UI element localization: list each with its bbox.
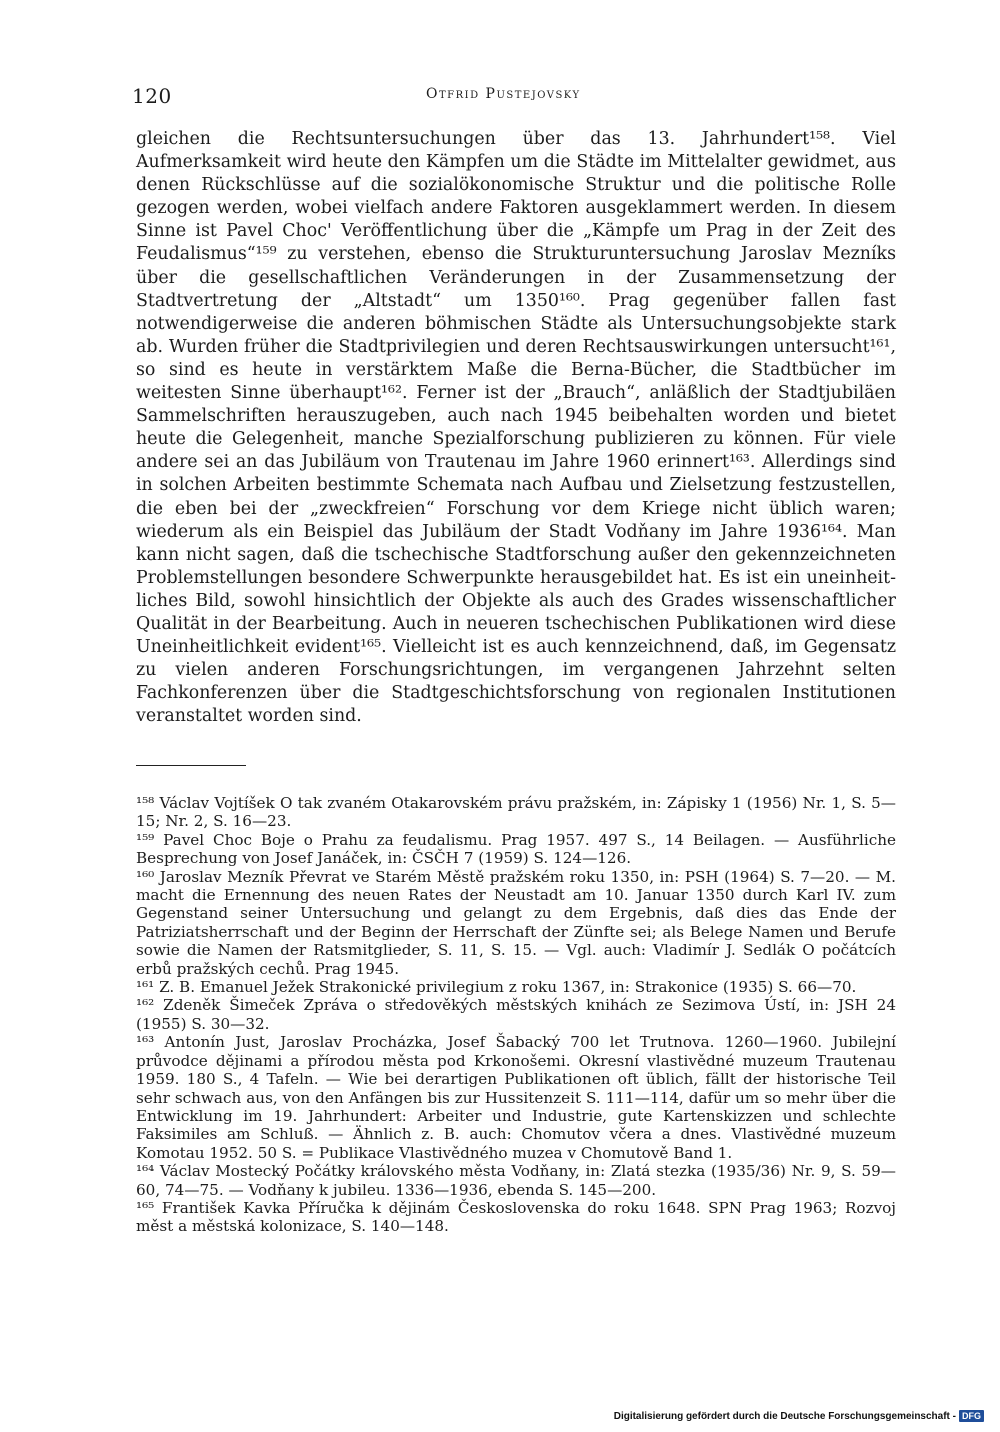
- footnote-161: ¹⁶¹ Z. B. Emanuel Ježek Strakonické privilegium z roku 1367, in: Strakonice (1935) S. 66—70.: [136, 978, 857, 997]
- dfg-logo: DFG: [959, 1410, 984, 1422]
- page-number: 120: [132, 84, 172, 108]
- footnote-rule: [136, 765, 246, 766]
- funding-text: Digitalisierung gefördert durch die Deutsche Forschungsgemeinschaft -: [613, 1410, 956, 1422]
- footnote-159: ¹⁵⁹ Pavel Choc Boje o Prahu za feudalismu. Prag 1957. 497 S., 14 Beilagen. — Ausführliche Besprechung von Josef Janáček, in: ČSČH 7 (1959) S. 124—126.: [136, 830, 896, 868]
- footnotes: [136, 794, 896, 1236]
- footnote-164: ¹⁶⁴ Václav Mostecký Počátky královského města Vodňany, in: Zlatá stezka (1935/36) Nr. 9, S. 59—60, 74—75. — Vodňany k jubileu. 1336—1936, ebenda S. 145—200.: [136, 1162, 896, 1199]
- body-paragraph: gleichen die Rechtsuntersuchungen über das 13. Jahrhundert¹⁵⁸. Viel Aufmerksamkeit wird heute den Kämpfen um die Städte im Mittelalter gewidmet, aus denen Rückschlüsse auf die sozialökonomische Struktur und die politische Rolle gezogen werden, wobei vielfach andere Faktoren ausgeklammert werden. In diesem Sinne ist Pavel Choc' Veröffentlichung über die „Kämpfe um Prag in der Zeit des Feudalismus“¹⁵⁹ zu verstehen, ebenso die Strukturuntersuchung Jaroslav Mezníks über die gesellschaftlichen Veränderungen in der Zusammensetzung der Stadtvertretung der „Altstadt“ um 1350¹⁶⁰. Prag gegenüber fallen fast notwendigerweise die anderen böhmischen Städte als Untersuchungsobjekte stark ab. Wurden früher die Stadtprivilegien und deren Rechtsauswirkungen untersucht¹⁶¹, so sind es heute in verstärktem Maße die Berna-Bücher, die Stadtbücher im weitesten Sinne überhaupt¹⁶². Ferner ist der „Brauch“, anläßlich der Stadtjubiläen Sammelschriften herauszugeben, auch nach 1945 beibehalten worden und bietet heute die Gelegenheit, manche Spezialforschung publizieren zu können. Für viele andere sei an das Jubiläum von Trautenau im Jahre 1960 erinnert¹⁶³. Allerdings sind in solchen Arbeiten bestimmte Schemata nach Aufbau und Zielsetzung festzustellen, die eben bei der „zweckfreien“ Forschung vor dem Kriege nicht üblich waren; wiederum als ein Beispiel das Jubiläum der Stadt Vodňany im Jahre 1936¹⁶⁴. Man kann nicht sagen, daß die tschechische Stadtforschung außer den gekennzeichneten Problemstellungen besondere Schwerpunkte herausgebildet hat. Es ist ein uneinheitliches Bild, sowohl hinsichtlich der Objekte als auch des Grades wissenschaftlicher Qualität in der Bearbeitung. Auch in neueren tschechischen Publikationen wird diese Uneinheitlichkeit evident¹⁶⁵. Vielleicht ist es auch kennzeichnend, daß, im Gegensatz zu vielen anderen Forschungsrichtungen, im vergangenen Jahrzehnt selten Fachkonferenzen über die Stadtgeschichtsforschung von regionalen Institutionen veranstaltet worden sind.: [136, 129, 896, 727]
- footnote-165: ¹⁶⁵ František Kavka Příručka k dějinám Československa do roku 1648. SPN Prag 1963; Rozvoj měst a městská kolonizace, S. 140—148.: [136, 1198, 896, 1236]
- footnote-162: ¹⁶² Zdeněk Šimeček Zpráva o středověkých městských knihách ze Sezimova Ústí, in: JSH 24 (1955) S. 30—32.: [136, 996, 896, 1033]
- running-head: Otfrid Pustejovsky: [426, 86, 581, 102]
- funding-note: [614, 1410, 984, 1422]
- footnote-160: ¹⁶⁰ Jaroslav Mezník Převrat ve Starém Městě pražském roku 1350, in: PSH (1964) S. 7—20. — M. macht die Ernennung des neuen Rates der Neustadt am 10. Januar 1350 durch Karl IV. zum Gegenstand seiner Untersuchung und gelangt zu dem Ergebnis, daß dies das Ende der Patriziatsherrschaft und der Beginn der Herrschaft der Zünfte sei; als Belege Namen und Berufe sowie die Namen der Ratsmitglieder, S. 11, S. 15. — Vgl. auch: Vladimír J. Sedlák O počátcích erbů pražských cechů. Prag 1945.: [136, 867, 896, 978]
- footnote-158: ¹⁵⁸ Václav Vojtíšek O tak zvaném Otakarovském právu pražském, in: Zápisky 1 (1956) Nr. 1, S. 5—15; Nr. 2, S. 16—23.: [136, 794, 896, 831]
- footnote-163: ¹⁶³ Antonín Just, Jaroslav Procházka, Josef Šabacký 700 let Trutnova. 1260—1960. Jubilejní průvodce dějinami a přírodou města pod Krkonošemi. Okresní vlastivědné muzeum Trautenau 1959. 180 S., 4 Tafeln. — Wie bei derartigen Publikationen oft üblich, fällt der historische Teil sehr schwach aus, von den Anfängen bis zur Hussitenzeit S. 111—114, dafür um so mehr über die Entwicklung im 19. Jahrhundert: Arbeiter und Industrie, gute Kartenskizzen und schlechte Faksimiles am Schluß. — Ähnlich z. B. auch: Chomutov včera a dnes. Vlastivědné muzeum Komotau 1952. 50 S. = Publikace Vlastivědného muzea v Chomutově Band 1.: [136, 1033, 896, 1162]
